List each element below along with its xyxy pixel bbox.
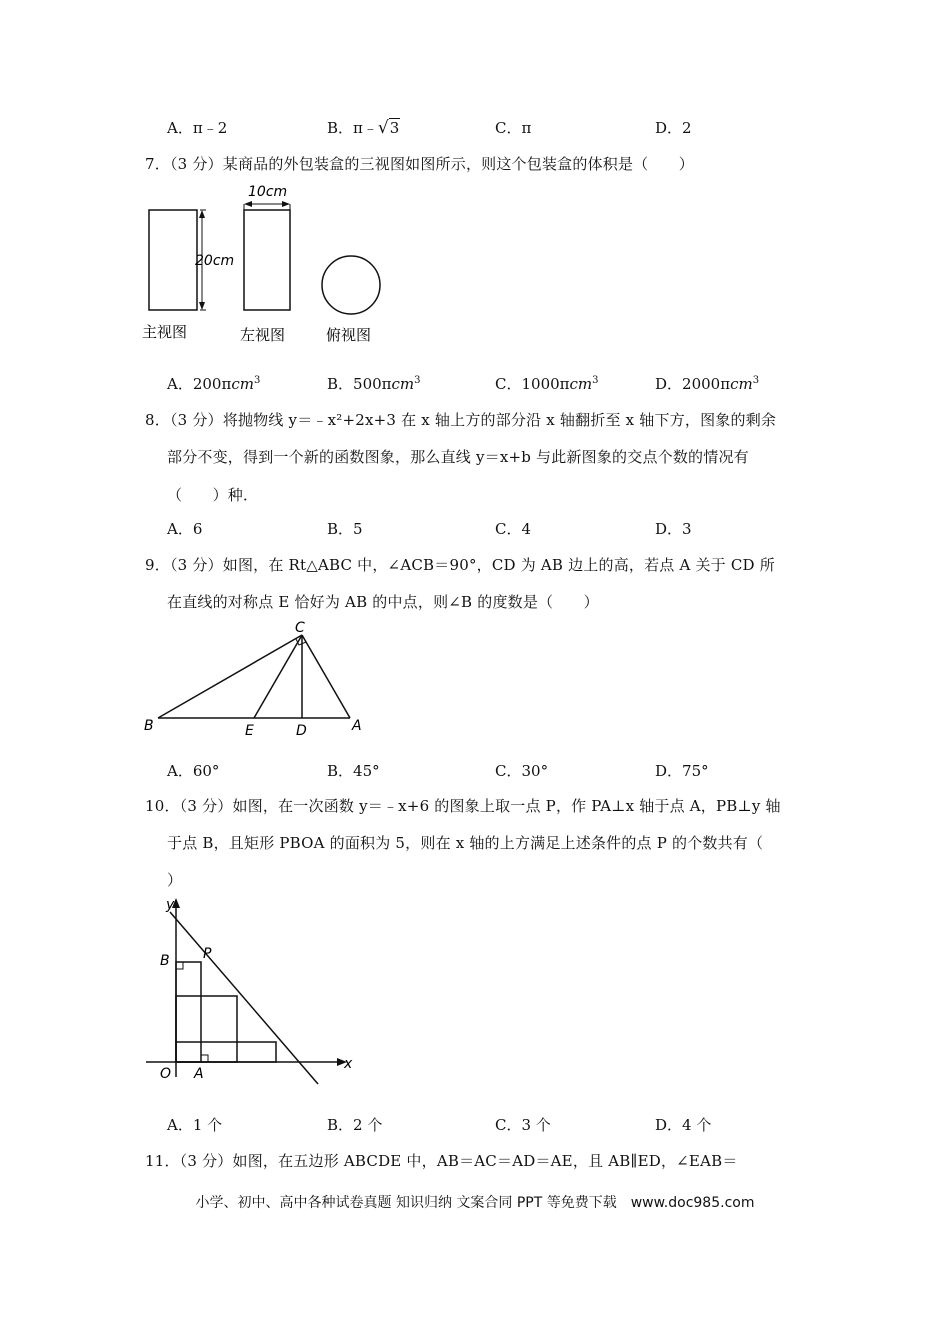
label-E: E: [245, 723, 254, 739]
q10-option-d: D．4 个: [655, 1116, 712, 1134]
q9-triangle-figure: [140, 615, 370, 745]
q9-option-b: B．45°: [327, 762, 380, 780]
page-footer: 小学、初中、高中各种试卷真题 知识归纳 文案合同 PPT 等免费下载 www.doc985.com: [195, 1195, 755, 1211]
q10-line-2: 于点 B，且矩形 PBOA 的面积为 5，则在 x 轴的上方满足上述条件的点 P 的个数共有（: [167, 834, 764, 852]
right-angle-mark-A: [201, 1055, 208, 1062]
rect-3: [176, 1042, 276, 1062]
q7-d-prefix: D．2000π: [655, 375, 731, 393]
q7-b-unit: cm: [391, 375, 415, 393]
q6-option-a: A．π﹣2: [167, 119, 228, 137]
q7-stem: 7．（3 分）某商品的外包装盒的三视图如图所示，则这个包装盒的体积是（ ）: [145, 155, 694, 173]
sqrt-sign: √: [377, 118, 389, 138]
height-arrow-down: [199, 302, 205, 310]
q8-option-d: D．3: [655, 520, 692, 538]
q7-three-view-figure: [140, 180, 400, 350]
label-P: P: [203, 946, 212, 962]
right-angle-mark-B: [176, 962, 183, 969]
segment-CE: [254, 635, 302, 718]
segment-BC: [158, 635, 302, 718]
q7-option-a: [167, 373, 260, 394]
q10-option-b: B．2 个: [327, 1116, 383, 1134]
q7-option-d: [655, 373, 759, 394]
q7-b-exp: 3: [414, 375, 421, 386]
q9-option-d: D．75°: [655, 762, 709, 780]
q8-line-2: 部分不变，得到一个新的函数图象，那么直线 y＝x+b 与此新图象的交点个数的情况有: [167, 448, 749, 466]
q7-option-c: [495, 373, 599, 394]
q9-option-a: A．60°: [167, 762, 220, 780]
rect-2: [176, 996, 237, 1062]
q8-line-3: （ ）种．: [167, 486, 259, 504]
q9-options: [0, 760, 950, 784]
q9-line-2: 在直线的对称点 E 恰好为 AB 的中点，则∠B 的度数是（ ）: [167, 593, 599, 611]
q7-option-b: [327, 373, 421, 394]
label-D: D: [296, 723, 307, 739]
q8-option-c: C．4: [495, 520, 532, 538]
q10-option-a: A．1 个: [167, 1116, 223, 1134]
q7-c-exp: 3: [592, 375, 599, 386]
label-O: O: [160, 1066, 172, 1082]
label-C: C: [295, 620, 305, 636]
front-view-label: 主视图: [142, 323, 188, 341]
q7-a-exp: 3: [253, 375, 261, 386]
q6-options: [0, 117, 950, 141]
width-arrow-right: [282, 201, 290, 207]
q6-option-c: C．π: [495, 119, 532, 137]
q8-options: [0, 518, 950, 542]
height-arrow-up: [199, 210, 205, 218]
q9-line-1: 9．（3 分）如图，在 Rt△ABC 中，∠ACB＝90°，CD 为 AB 边上的高，若点 A 关于 CD 所: [145, 556, 775, 574]
q10-option-c: C．3 个: [495, 1116, 551, 1134]
q7-d-unit: cm: [730, 375, 753, 393]
q10-line-1: 10．（3 分）如图，在一次函数 y＝﹣x+6 的图象上取一点 P，作 PA⊥x 轴于点 A，PB⊥y 轴: [145, 797, 781, 815]
q7-c-unit: cm: [569, 375, 593, 393]
width-label: 10cm: [248, 184, 288, 200]
q6-option-d: D．2: [655, 119, 692, 137]
left-view-rect: [244, 210, 290, 310]
q7-b-prefix: B．500π: [327, 375, 392, 393]
label-B: B: [160, 953, 170, 969]
q7-options: [0, 373, 950, 397]
sqrt-radicand: 3: [389, 119, 400, 137]
q11-line-1: 11．（3 分）如图，在五边形 ABCDE 中，AB＝AC＝AD＝AE，且 AB∥ED，∠EAB＝: [145, 1152, 738, 1170]
label-x: x: [344, 1056, 353, 1072]
q7-c-prefix: C．1000π: [495, 375, 570, 393]
q7-d-exp: 3: [752, 375, 760, 386]
height-label: 20cm: [195, 253, 235, 269]
linear-function-line: [170, 912, 318, 1084]
q7-a-prefix: A．200π: [167, 375, 232, 393]
rect-1: [176, 962, 201, 1062]
q8-option-b: B．5: [327, 520, 363, 538]
segment-CA: [302, 635, 350, 718]
top-view-circle: [322, 256, 380, 314]
label-A: A: [352, 718, 362, 734]
front-view-rect: [149, 210, 197, 310]
q8-line-1: 8．（3 分）将抛物线 y＝﹣x²+2x+3 在 x 轴上方的部分沿 x 轴翻折至 x 轴下方，图象的剩余: [145, 411, 777, 429]
width-arrow-left: [244, 201, 252, 207]
q9-option-c: C．30°: [495, 762, 549, 780]
label-B: B: [144, 718, 154, 734]
label-A: A: [194, 1066, 204, 1082]
top-view-label: 俯视图: [326, 326, 372, 344]
q6-option-b-text: B．π﹣: [327, 119, 378, 137]
label-y: y: [166, 897, 175, 913]
q10-line-3: ）: [167, 871, 183, 889]
q8-option-a: A．6: [167, 520, 203, 538]
q7-a-unit: cm: [231, 375, 254, 393]
q6-option-b: [327, 117, 400, 138]
q10-coordinate-figure: [140, 892, 370, 1092]
left-view-label: 左视图: [240, 326, 286, 344]
q10-options: [0, 1114, 950, 1138]
